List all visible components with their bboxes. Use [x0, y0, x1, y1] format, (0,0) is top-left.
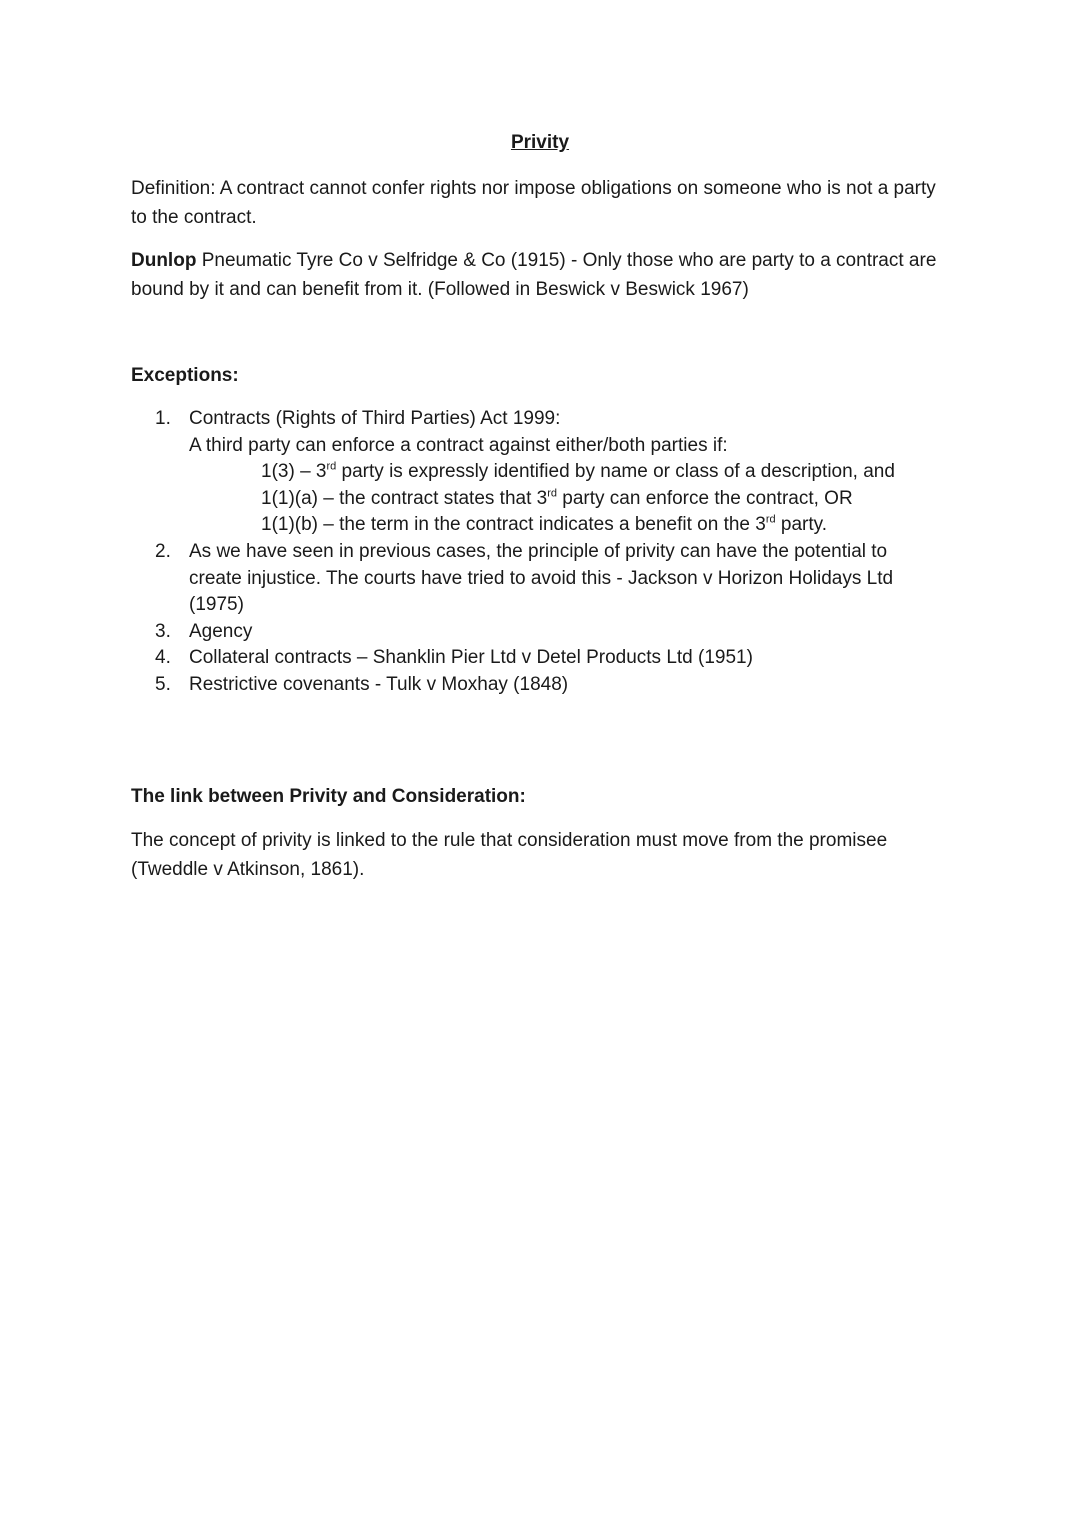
- list-number: 2.: [155, 540, 171, 562]
- list-number: 5.: [155, 673, 171, 695]
- exceptions-list: [155, 406, 945, 699]
- link-heading: The link between Privity and Consideration:: [131, 786, 526, 807]
- list-number: 1.: [155, 408, 171, 429]
- sub-clause: 1(3) – 3rd party is expressly identified by name or class of a description, and: [261, 460, 895, 483]
- sub-clause: 1(1)(a) – the contract states that 3rd party can enforce the contract, OR: [261, 487, 853, 509]
- list-item-intro: A third party can enforce a contract against either/both parties if:: [189, 434, 728, 456]
- link-paragraph: The concept of privity is linked to the rule that consideration must move from the promisee (Tweddle v Atkinson, 1861).: [131, 830, 888, 880]
- list-item: [155, 645, 945, 672]
- exceptions-heading: Exceptions:: [131, 365, 239, 386]
- list-item: [155, 672, 945, 699]
- definition-paragraph: Definition: A contract cannot confer rights nor impose obligations on someone who is not a party to the contract.: [131, 178, 936, 228]
- sub-clause: 1(1)(b) – the term in the contract indicates a benefit on the 3rd party.: [261, 514, 828, 536]
- page-title: Privity: [510, 132, 570, 153]
- list-item-text: Restrictive covenants - Tulk v Moxhay (1848): [189, 673, 569, 695]
- list-item-text: Agency: [189, 620, 253, 642]
- list-item-title: Contracts (Rights of Third Parties) Act 1999:: [189, 408, 561, 429]
- dunlop-paragraph: [131, 246, 951, 304]
- list-item-text: Collateral contracts – Shanklin Pier Ltd v Detel Products Ltd (1951): [189, 647, 753, 669]
- list-item: [155, 406, 945, 539]
- list-item-text: As we have seen in previous cases, the principle of privity can have the potential to create injustice. The courts have tried to avoid this - Jackson v Horizon Holidays Ltd (1975): [189, 540, 894, 616]
- list-number: 4.: [155, 647, 171, 669]
- dunlop-text: Pneumatic Tyre Co v Selfridge & Co (1915) - Only those who are party to a contract are bound by it and can benefit from it. (Followed in Beswick v Beswick 1967): [131, 250, 937, 300]
- list-item: [155, 539, 945, 619]
- case-name-bold: Dunlop: [131, 250, 197, 271]
- list-number: 3.: [155, 620, 171, 642]
- list-item: [155, 619, 945, 646]
